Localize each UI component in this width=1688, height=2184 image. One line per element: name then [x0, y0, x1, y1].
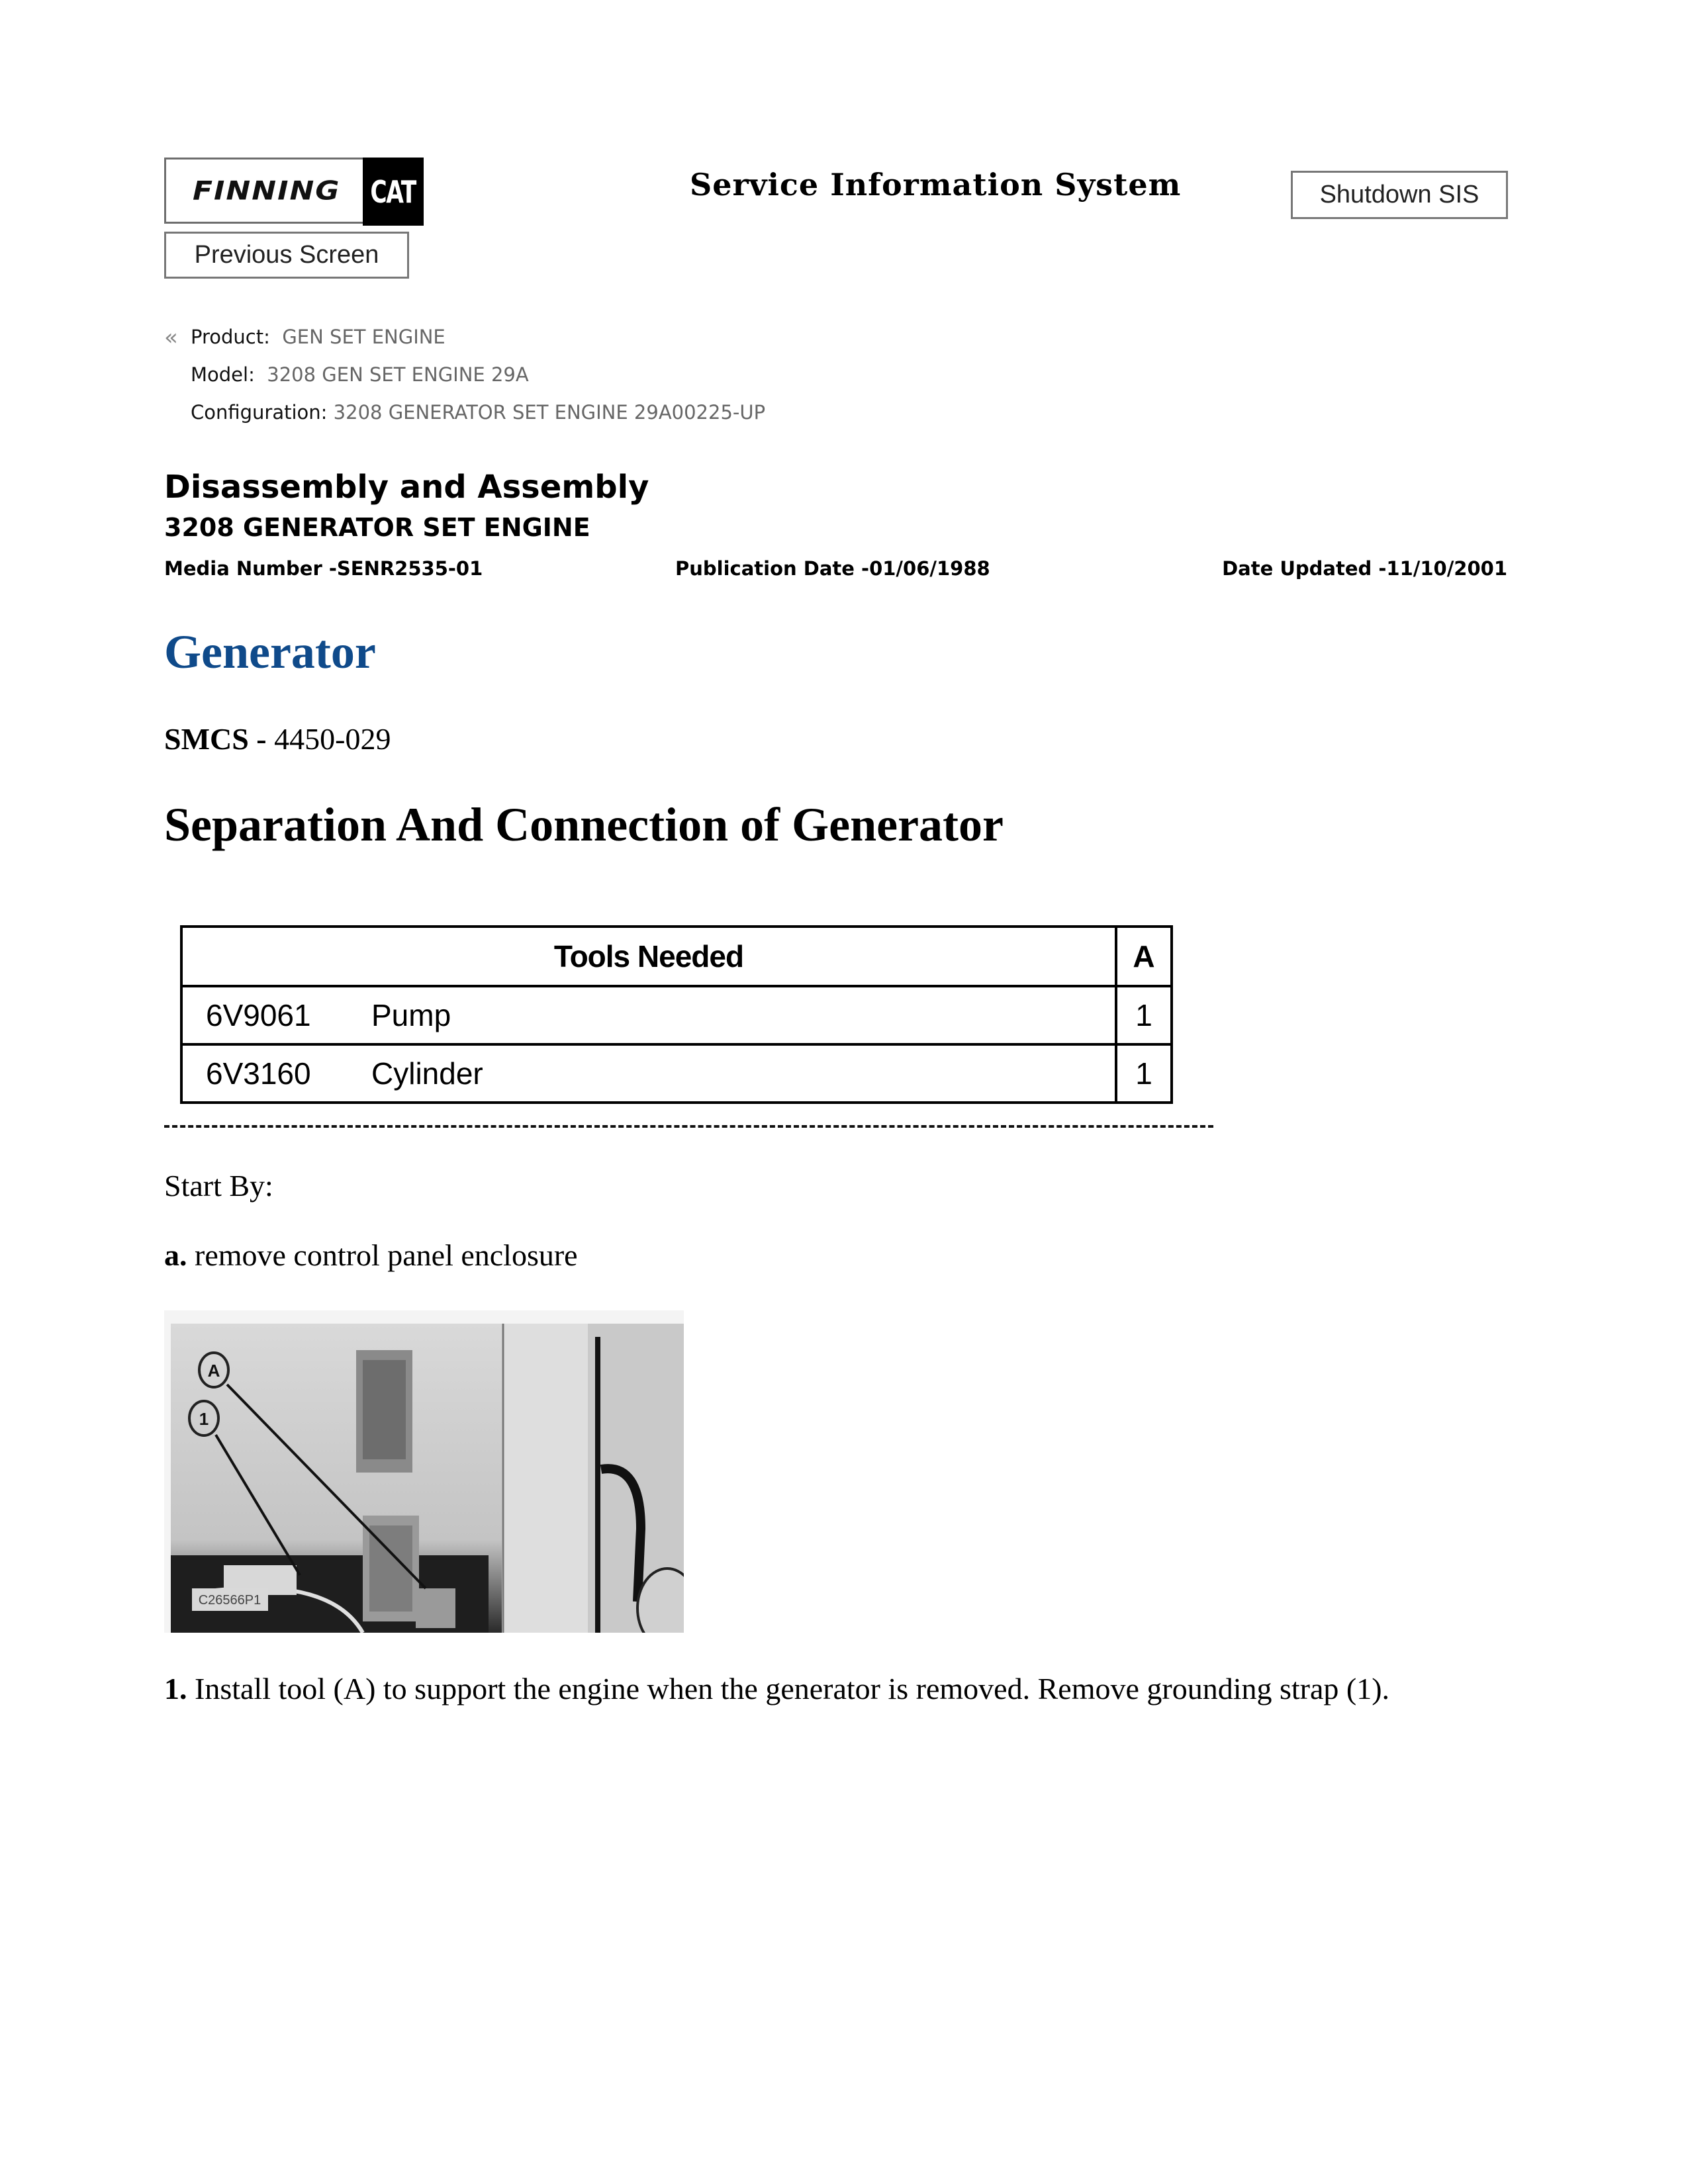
- callout-1-label: 1: [199, 1409, 209, 1429]
- generator-photo: [164, 1310, 684, 1633]
- column-a-header: A: [1116, 927, 1172, 986]
- cat-logo-mark: CAT: [363, 158, 424, 226]
- generator-illustration: [164, 1310, 684, 1633]
- tools-needed-table: [180, 925, 1173, 1100]
- date-updated: Date Updated -11/10/2001: [1222, 557, 1507, 580]
- model-value: 3208 GEN SET ENGINE 29A: [267, 363, 529, 386]
- document-subtitle: 3208 GENERATOR SET ENGINE: [164, 513, 590, 542]
- previous-screen-button[interactable]: Previous Screen: [164, 232, 409, 279]
- system-title: Service Information System: [690, 167, 1182, 203]
- section-title: Generator: [164, 625, 376, 678]
- document-title: Disassembly and Assembly: [164, 469, 649, 506]
- product-value: GEN SET ENGINE: [282, 326, 445, 348]
- smcs-code: [164, 721, 391, 756]
- media-number: Media Number -SENR2535-01: [164, 557, 483, 580]
- shutdown-sis-button[interactable]: Shutdown SIS: [1291, 171, 1508, 219]
- tool-cell: [181, 986, 1116, 1044]
- part-number: 6V9061: [206, 998, 311, 1032]
- start-by-step: [164, 1238, 578, 1273]
- chevron-double-left-icon[interactable]: «: [164, 324, 178, 351]
- finning-logo-text: FINNING: [193, 175, 341, 206]
- quantity: 1: [1116, 986, 1172, 1044]
- step-1: [164, 1671, 1389, 1706]
- tool-cell: [181, 1044, 1116, 1103]
- divider: [164, 1125, 1213, 1128]
- model-label: Model:: [191, 363, 255, 386]
- product-row: [191, 326, 445, 348]
- step-number: 1.: [164, 1672, 187, 1706]
- product-label: Product:: [191, 326, 270, 348]
- table-row: [181, 1044, 1172, 1103]
- part-number: 6V3160: [206, 1056, 311, 1091]
- finning-cat-logo: [164, 158, 424, 224]
- configuration-row: [191, 401, 765, 424]
- smcs-label: SMCS -: [164, 722, 267, 756]
- publication-date: Publication Date -01/06/1988: [675, 557, 990, 580]
- figure-id: C26566P1: [198, 1593, 261, 1608]
- tools-needed-header: Tools Needed: [181, 927, 1116, 986]
- quantity: 1: [1116, 1044, 1172, 1103]
- part-description: Cylinder: [371, 1056, 483, 1091]
- configuration-label: Configuration:: [191, 401, 328, 424]
- model-row: [191, 363, 529, 386]
- smcs-value: 4450-029: [274, 722, 391, 756]
- start-by-label: Start By:: [164, 1169, 273, 1203]
- configuration-value: 3208 GENERATOR SET ENGINE 29A00225-UP: [333, 401, 766, 424]
- table-row: [181, 986, 1172, 1044]
- procedure-title: Separation And Connection of Generator: [164, 798, 1004, 851]
- callout-a-label: A: [207, 1361, 220, 1381]
- step-text: remove control panel enclosure: [195, 1238, 578, 1272]
- step-text: Install tool (A) to support the engine when the generator is removed. Remove grounding strap (1).: [195, 1672, 1390, 1706]
- part-description: Pump: [371, 998, 451, 1032]
- step-letter: a.: [164, 1238, 187, 1272]
